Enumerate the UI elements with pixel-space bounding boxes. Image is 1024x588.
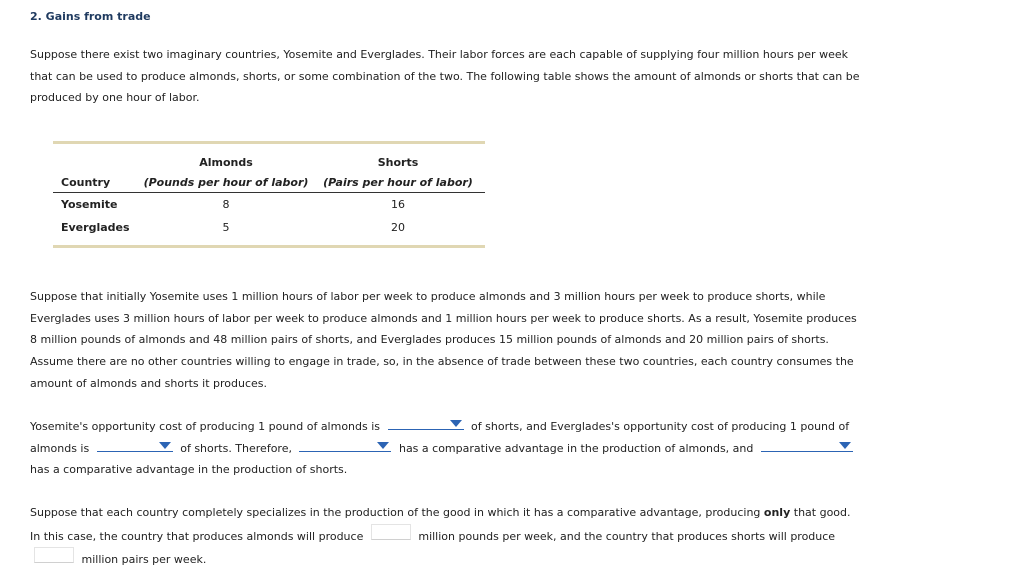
almonds-value: 8 (222, 198, 230, 211)
header-almonds-unit: (Pounds per hour of labor) (143, 175, 309, 189)
shorts-value: 20 (391, 221, 405, 234)
everglades-opportunity-cost-dropdown[interactable] (97, 439, 173, 452)
opportunity-cost-question: Yosemite's opportunity cost of producing 1 pound of almonds is of shorts, and Everglades's opportunity cost of producing 1 pound of almonds is of shorts. Therefore, has a comparative advantage in the production of almonds, and has a comparative advantage in the production of shorts. (30, 416, 860, 481)
emphasis-only: only (763, 506, 791, 519)
country-name: Yosemite (61, 198, 118, 211)
shorts-quantity-input[interactable] (34, 547, 74, 563)
shorts-value: 16 (391, 198, 405, 211)
country-name: Everglades (61, 221, 130, 234)
chevron-down-icon (159, 442, 171, 449)
chevron-down-icon (377, 442, 389, 449)
chevron-down-icon (450, 420, 462, 427)
shorts-advantage-country-dropdown[interactable] (761, 439, 853, 452)
yosemite-opportunity-cost-dropdown[interactable] (388, 417, 464, 430)
specialization-question: Suppose that each country completely specializes in the production of the good in which it has a comparative advantage, producing only that good. In this case, the country that produces almonds will produce million pounds per week, and the country that produces shorts will produce million pairs per week. (30, 506, 851, 567)
almonds-value: 5 (222, 221, 230, 234)
chevron-down-icon (839, 442, 851, 449)
header-almonds: Almonds (199, 155, 253, 169)
almonds-quantity-input[interactable] (371, 524, 411, 540)
scenario-paragraph: Suppose that initially Yosemite uses 1 million hours of labor per week to produce almonds and 3 million hours per week to produce shorts, while Everglades uses 3 million hours of labor per week to produce almonds and 1 million hours per week to produce shorts. As a result, Yosemite produces 8 million pounds of almonds and 48 million pairs of shorts, and Everglades produces 15 million pounds of almonds and 20 million pairs of shorts. Assume there are no other countries willing to engage in trade, so, in the absence of trade between these two countries, each country consumes the amount of almonds and shorts it produces. (30, 290, 857, 390)
table-bottom-rule (53, 245, 485, 248)
production-table (53, 141, 485, 248)
question-title: 2. Gains from trade (30, 10, 151, 23)
header-shorts: Shorts (377, 155, 419, 169)
almonds-advantage-country-dropdown[interactable] (299, 439, 391, 452)
intro-paragraph: Suppose there exist two imaginary countries, Yosemite and Everglades. Their labor forces are each capable of supplying four million hours per week that can be used to produce almonds, shorts, or some combination of the two. The following table shows the amount of almonds or shorts that can be produced by one hour of labor. (30, 48, 860, 105)
table-row (53, 193, 485, 217)
header-country: Country (61, 175, 111, 189)
table-row (53, 216, 485, 245)
header-shorts-unit: (Pairs per hour of labor) (323, 175, 473, 189)
